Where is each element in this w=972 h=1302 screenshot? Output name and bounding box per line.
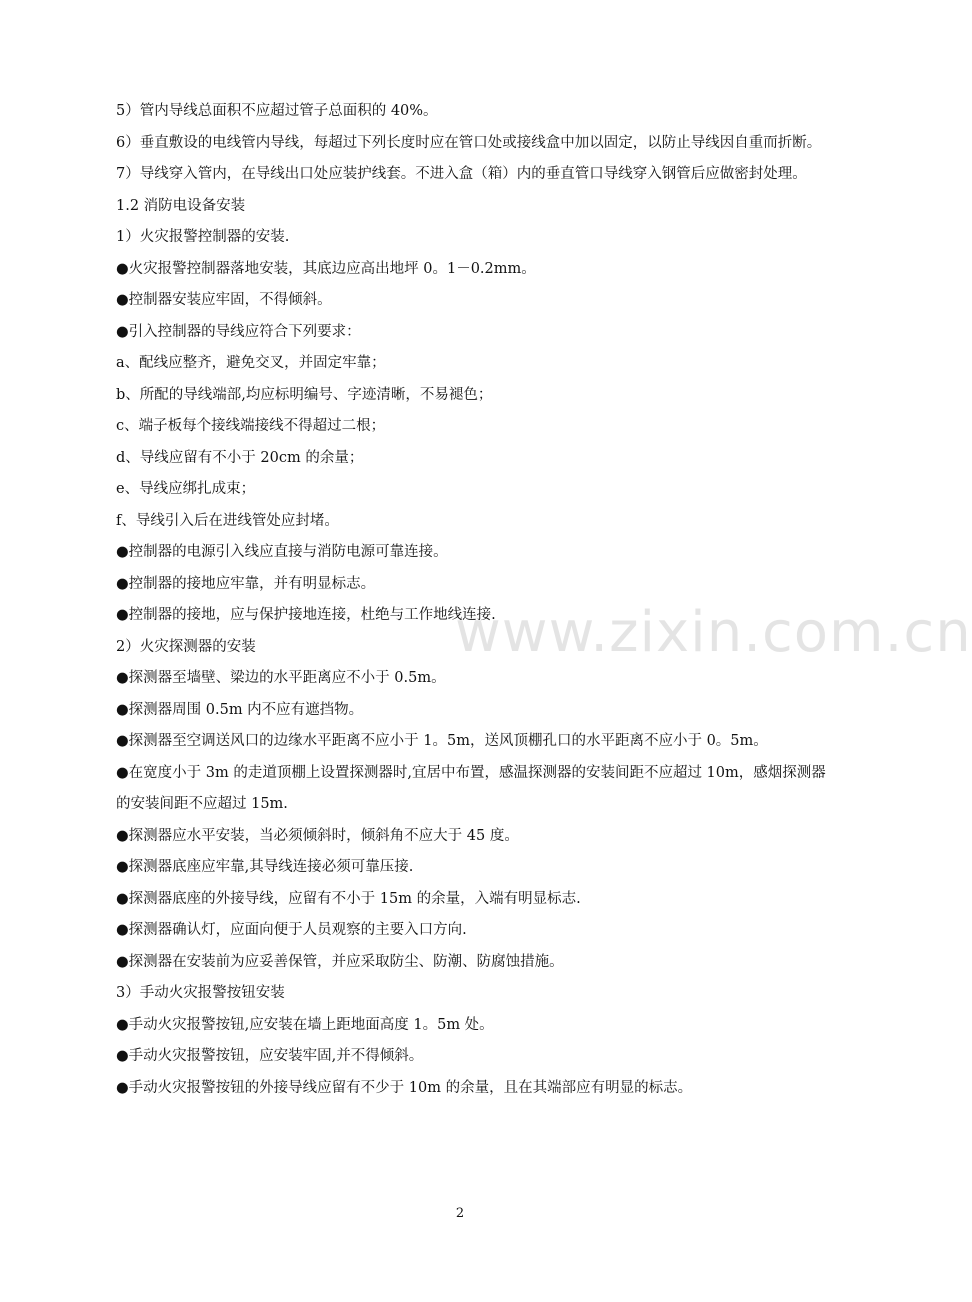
bullet-item: ●控制器安装应牢固，不得倾斜。 xyxy=(116,292,332,308)
subsection-heading: 1）火灾报警控制器的安装. xyxy=(116,229,290,245)
paragraph-line: 7）导线穿入管内，在导线出口处应装护线套。不进入盒（箱）内的垂直管口导线穿入钢管后应做密封处理。 xyxy=(116,166,807,182)
list-item: e、导线应绑扎成束； xyxy=(116,481,256,497)
bullet-item: ●探测器在安装前为应妥善保管，并应采取防尘、防潮、防腐蚀措施。 xyxy=(116,953,564,970)
paragraph-line: 5）管内导线总面积不应超过管子总面积的 40%。 xyxy=(116,103,438,119)
bullet-item: ●探测器至空调送风口的边缘水平距离不应小于 1。5m，送风顶棚孔口的水平距离不应小于 0。5m。 xyxy=(116,733,768,749)
page-number: 2 xyxy=(455,1206,465,1221)
document-body xyxy=(116,96,832,1104)
list-item: b、所配的导线端部,均应标明编号、字迹清晰，不易褪色； xyxy=(116,386,493,403)
paragraph-line: 6）垂直敷设的电线管内导线，每超过下列长度时应在管口处或接线盒中加以固定，以防止导线因自重而折断。 xyxy=(116,134,822,151)
list-item: c、端子板每个接线端接线不得超过二根； xyxy=(116,418,386,434)
bullet-item: ●探测器底座应牢靠,其导线连接必须可靠压接. xyxy=(116,859,414,875)
list-item: a、配线应整齐，避免交叉，并固定牢靠； xyxy=(116,355,386,371)
bullet-item: ●手动火灾报警按钮的外接导线应留有不少于 10m 的余量，且在其端部应有明显的标志。 xyxy=(116,1079,693,1096)
subsection-heading: 2）火灾探测器的安装 xyxy=(116,638,256,655)
section-heading: 1.2 消防电设备安装 xyxy=(116,197,246,214)
bullet-item: ●在宽度小于 3m 的走道顶棚上设置探测器时,宜居中布置，感温探测器的安装间距不应超过 10m，感烟探测器的安装间距不应超过 15m. xyxy=(116,764,826,812)
bullet-item: ●控制器的电源引入线应直接与消防电源可靠连接。 xyxy=(116,544,448,560)
watermark: www.zixin.com.cn xyxy=(455,600,972,665)
bullet-item: ●探测器周围 0.5m 内不应有遮挡物。 xyxy=(116,701,364,718)
bullet-item: ●火灾报警控制器落地安装，其底边应高出地坪 0。1－0.2mm。 xyxy=(116,260,536,277)
bullet-item: ●探测器底座的外接导线，应留有不小于 15m 的余量，入端有明显标志. xyxy=(116,890,581,907)
bullet-item: ●探测器应水平安装，当必须倾斜时，倾斜角不应大于 45 度。 xyxy=(116,827,519,844)
bullet-item: ●探测器至墙壁、梁边的水平距离应不小于 0.5m。 xyxy=(116,670,446,686)
subsection-heading: 3）手动火灾报警按钮安装 xyxy=(116,985,285,1001)
bullet-item: ●手动火灾报警按钮,应安装在墙上距地面高度 1。5m 处。 xyxy=(116,1016,494,1033)
bullet-item: ●引入控制器的导线应符合下列要求： xyxy=(116,323,361,340)
bullet-item: ●手动火灾报警按钮，应安装牢固,并不得倾斜。 xyxy=(116,1048,424,1064)
bullet-item: ●探测器确认灯，应面向便于人员观察的主要入口方向. xyxy=(116,922,467,938)
bullet-item: ●控制器的接地应牢靠，并有明显标志。 xyxy=(116,575,376,592)
bullet-item: ●控制器的接地，应与保护接地连接，杜绝与工作地线连接. xyxy=(116,607,496,623)
list-item: f、导线引入后在进线管处应封堵。 xyxy=(116,512,339,529)
list-item: d、导线应留有不小于 20cm 的余量； xyxy=(116,449,364,466)
